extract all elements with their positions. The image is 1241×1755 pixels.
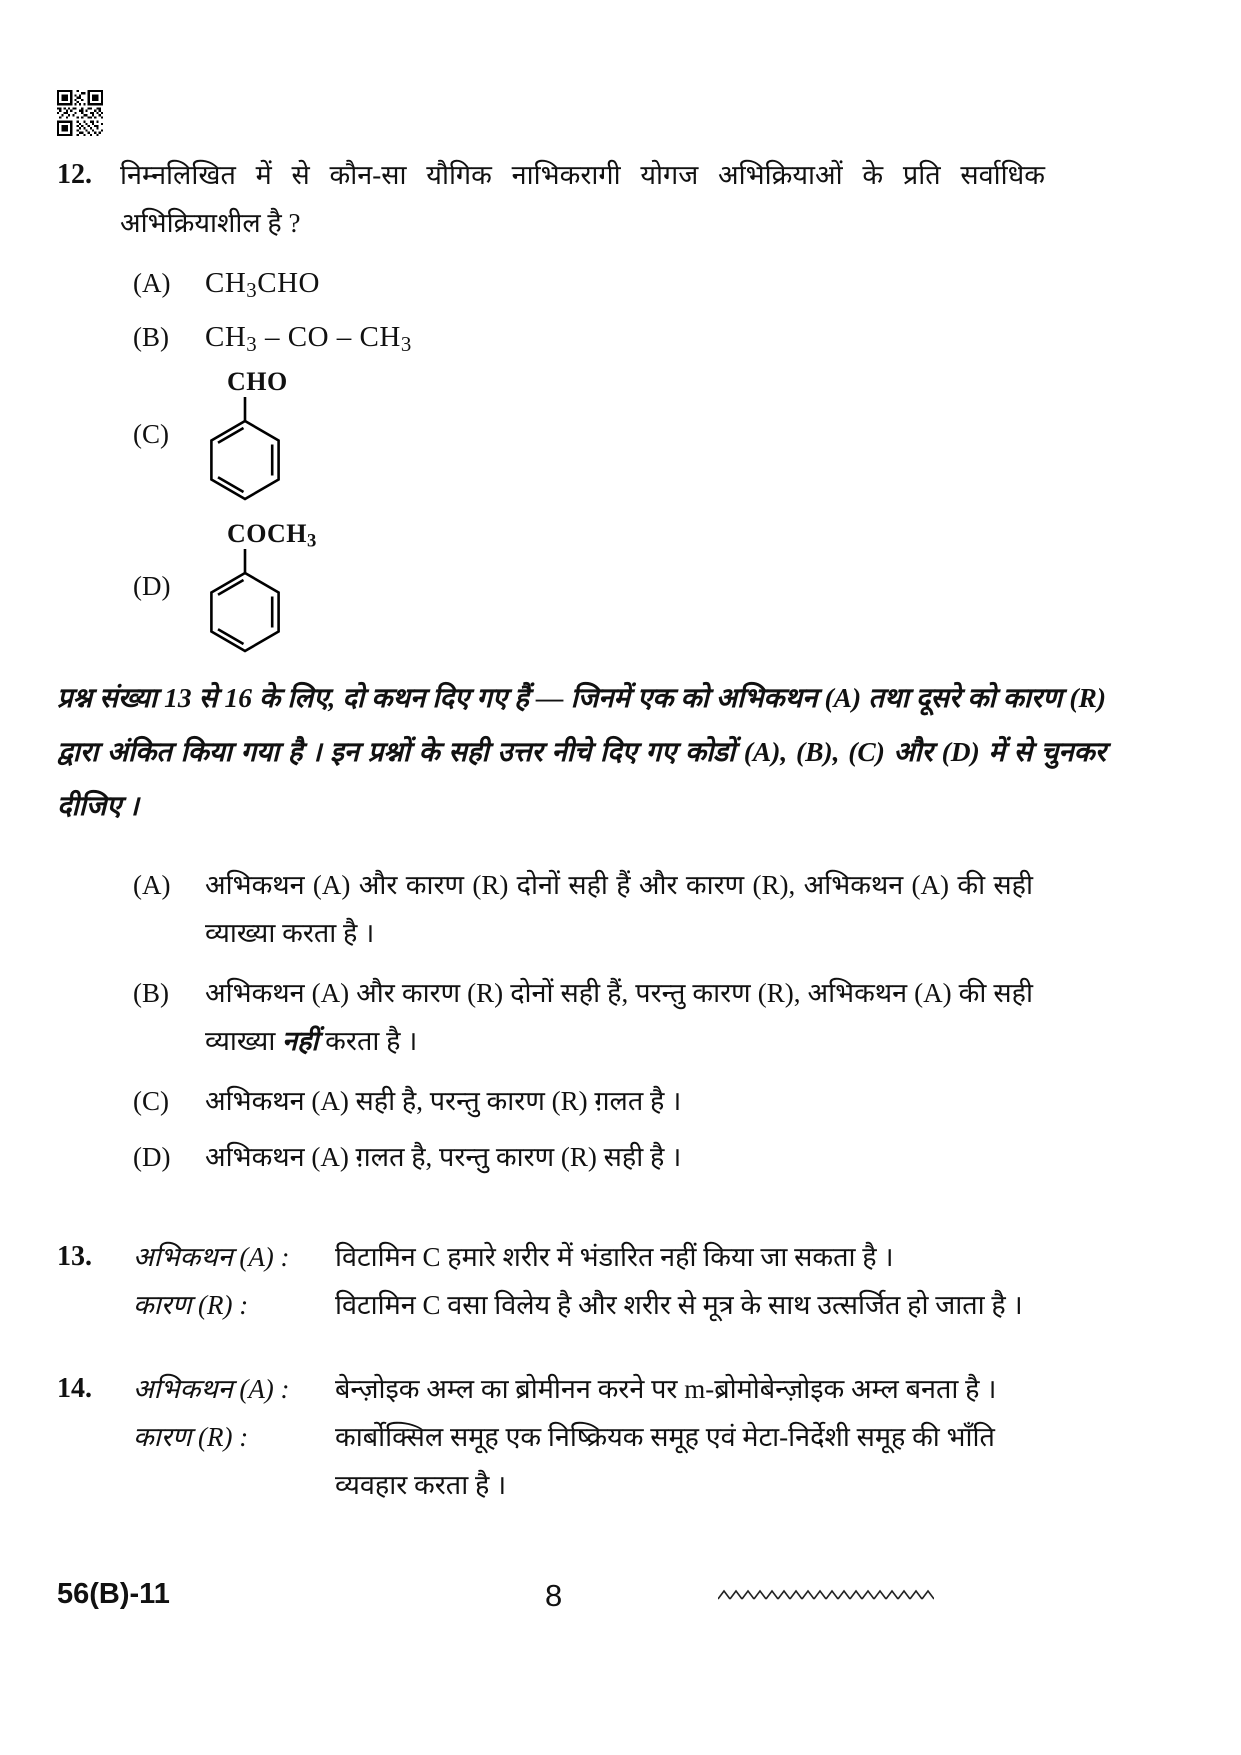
question-12 bbox=[57, 151, 1106, 247]
q14-reason-text: कार्बोक्सिल समूह एक निष्क्रियक समूह एवं मेटा-निर्देशी समूह की भाँति व्यवहार करता है । bbox=[335, 1422, 995, 1500]
code-option-c-label: (C) bbox=[133, 1086, 169, 1116]
code-option-d-label: (D) bbox=[133, 1142, 171, 1172]
paper-code: 56(B)-11 bbox=[57, 1578, 170, 1610]
q12-option-b-label: (B) bbox=[133, 322, 169, 352]
formula-part: COCH bbox=[227, 519, 307, 548]
benzaldehyde-structure bbox=[205, 367, 288, 501]
code-option-a-label: (A) bbox=[133, 870, 171, 900]
code-option-c bbox=[133, 1077, 1106, 1125]
benzene-ring-icon bbox=[205, 397, 285, 501]
formula-part: CH bbox=[205, 267, 247, 299]
substituent-label bbox=[227, 519, 317, 552]
formula-part: CHO bbox=[227, 367, 288, 396]
q13-reason-text: विटामिन C वसा विलेय है और शरीर से मूत्र के साथ उत्सर्जित हो जाता है । bbox=[335, 1290, 1023, 1320]
page-number: 8 bbox=[545, 1578, 563, 1613]
q12-option-d bbox=[133, 519, 1106, 653]
q12-option-b bbox=[133, 315, 1106, 359]
q12-option-c bbox=[133, 367, 1106, 501]
q13-assertion-label: अभिकथन (A) : bbox=[133, 1242, 290, 1272]
question-14-number: 14. bbox=[57, 1373, 92, 1404]
benzene-ring-icon bbox=[205, 549, 285, 653]
q12-option-c-label: (C) bbox=[133, 419, 169, 449]
question-13 bbox=[57, 1233, 1106, 1329]
formula-part: – CO – CH bbox=[257, 321, 401, 353]
formula-subscript: 3 bbox=[246, 278, 258, 303]
code-option-b bbox=[133, 969, 1106, 1065]
q13-assertion-text: विटामिन C हमारे शरीर में भंडारित नहीं किया जा सकता है । bbox=[335, 1242, 894, 1272]
q13-reason-label: कारण (R) : bbox=[133, 1290, 249, 1320]
q12-option-d-label: (D) bbox=[133, 571, 171, 601]
q12-option-a bbox=[133, 261, 1106, 305]
q14-assertion-text: बेन्ज़ोइक अम्ल का ब्रोमीनन करने पर m-ब्रोमोबेन्ज़ोइक अम्ल बनता है । bbox=[335, 1374, 997, 1404]
code-option-d-text: अभिकथन (A) ग़लत है, परन्तु कारण (R) सही है । bbox=[205, 1142, 682, 1172]
code-option-b-pre: अभिकथन (A) और कारण (R) दोनों सही हैं, परन्तु कारण (R), अभिकथन (A) की सही व्याख्या bbox=[205, 978, 1033, 1056]
question-14 bbox=[57, 1365, 1106, 1509]
code-option-b-text bbox=[205, 969, 1033, 1065]
qr-code-icon bbox=[57, 90, 103, 136]
acetophenone-structure bbox=[205, 519, 317, 653]
substituent-label bbox=[227, 367, 288, 397]
code-option-b-post: करता है । bbox=[318, 1026, 418, 1056]
q12-option-a-formula bbox=[205, 261, 320, 305]
page-footer bbox=[0, 1578, 1241, 1618]
formula-part: CHO bbox=[257, 267, 320, 299]
formula-subscript: 3 bbox=[246, 332, 258, 357]
formula-subscript: 3 bbox=[307, 530, 317, 552]
question-12-number: 12. bbox=[57, 159, 92, 190]
code-option-b-label: (B) bbox=[133, 978, 169, 1008]
code-option-d bbox=[133, 1133, 1106, 1181]
question-13-number: 13. bbox=[57, 1241, 92, 1272]
q14-reason-label: कारण (R) : bbox=[133, 1422, 249, 1452]
code-option-b-emphasis: नहीं bbox=[282, 1026, 319, 1056]
question-12-text: निम्नलिखित में से कौन-सा यौगिक नाभिकरागी योगज अभिक्रियाओं के प्रति सर्वाधिक अभिक्रियाशील है ? bbox=[120, 160, 1045, 238]
code-option-a bbox=[133, 861, 1106, 957]
assertion-reason-instructions: प्रश्न संख्या 13 से 16 के लिए, दो कथन दिए गए हैं — जिनमें एक को अभिकथन (A) तथा दूसरे को कारण (R) द्वारा अंकित किया गया है । इन प्रश्नों के सही उत्तर नीचे दिए गए कोडों (A), (B), (C) और (D) में से चुनकर दीजिए । bbox=[57, 682, 1106, 821]
q14-assertion-label: अभिकथन (A) : bbox=[133, 1374, 290, 1404]
squiggle-divider bbox=[718, 1588, 934, 1602]
code-option-a-text: अभिकथन (A) और कारण (R) दोनों सही हैं और कारण (R), अभिकथन (A) की सही व्याख्या करता है । bbox=[205, 870, 1033, 948]
formula-subscript: 3 bbox=[400, 332, 412, 357]
q12-option-a-label: (A) bbox=[133, 268, 171, 298]
formula-part: CH bbox=[205, 321, 247, 353]
code-option-c-text: अभिकथन (A) सही है, परन्तु कारण (R) ग़लत है । bbox=[205, 1086, 682, 1116]
q12-option-b-formula bbox=[205, 315, 412, 359]
answer-codes bbox=[57, 861, 1106, 1181]
